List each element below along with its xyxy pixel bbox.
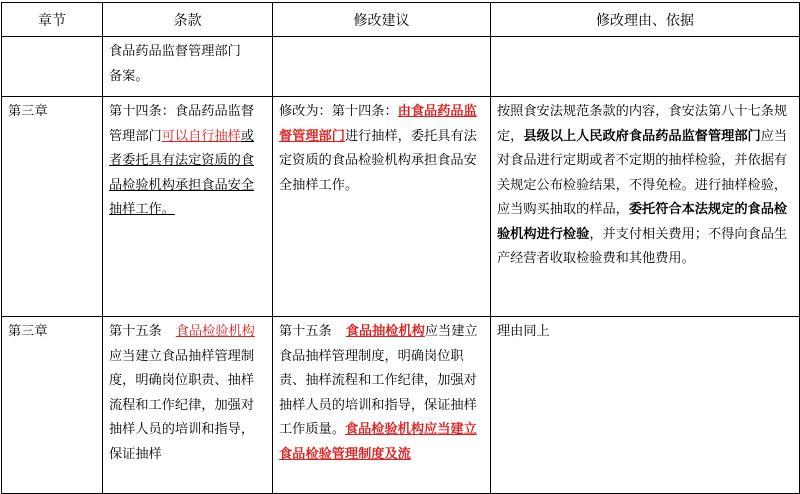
header-clause: 条款 (103, 3, 273, 37)
revision-table (1, 2, 800, 494)
underlined-text: 或者委托具有法定资质的食品检验机构承担食品安全抽样工作。 (109, 128, 255, 217)
chapter-cell: 第三章 (2, 97, 103, 317)
chapter-cell (2, 37, 103, 97)
header-row (2, 3, 800, 37)
header-reason: 修改理由、依据 (491, 3, 800, 37)
clause-cell: 第十四条：食品药品监督管理部门可以自行抽样或者委托具有法定资质的食品检验机构承担食品安全抽样工作。 (103, 97, 273, 317)
highlight-text: 可以自行抽样 (161, 128, 241, 144)
header-chapter: 章节 (2, 3, 103, 37)
clause-text: 食品药品监督管理部门 (109, 44, 241, 59)
suggestion-cell: 修改为：第十四条：由食品药品监督管理部门进行抽样，委托具有法定资质的食品检验机构承担食品安全抽样工作。 (273, 97, 491, 317)
table-row-continued (2, 37, 800, 97)
highlight-text: 食品抽检机构 (345, 324, 425, 339)
reason-cell: 按照食安法规范条款的内容，食安法第八十七条规定，县级以上人民政府食品药品监督管理部门应当对食品进行定期或者不定期的抽样检验，并依据有关规定公布检验结果，不得免检。进行抽样检验，应当购买抽取的样品，委托符合本法规定的食品检验机构进行检验，并支付相关费用；不得向食品生产经营者收取检验费和其他费用。 (491, 97, 800, 317)
reason-cell (491, 37, 800, 97)
reason-cell: 理由同上 (491, 317, 800, 494)
clause-cell (103, 37, 273, 97)
clause-cell: 第十五条 食品检验机构应当建立食品抽样管理制度，明确岗位职责、抽样流程和工作纪律，加强对抽样人员的培训和指导，保证抽样 (103, 317, 273, 494)
highlight-text: 食品检验机构应当建立食品检验管理制度及流 (279, 422, 477, 462)
table-row-article-15 (2, 317, 800, 494)
highlight-text: 由食品药品监督管理部门 (279, 104, 477, 144)
header-suggestion: 修改建议 (273, 3, 491, 37)
highlight-text: 食品检验机构 (175, 324, 255, 339)
bold-text: 委托符合本法规定的食品检验机构进行检验 (497, 202, 788, 242)
chapter-cell: 第三章 (2, 317, 103, 494)
table-row-article-14 (2, 97, 800, 317)
suggestion-cell: 第十五条 食品抽检机构应当建立食品抽样管理制度，明确岗位职责、抽样流程和工作纪律，加强对抽样人员的培训和指导，保证抽样工作质量。食品检验机构应当建立食品检验管理制度及流 (273, 317, 491, 494)
bold-text: 县级以上人民政府食品药品监督管理部门 (523, 128, 761, 144)
clause-text: 备案。 (109, 68, 149, 84)
suggestion-cell (273, 37, 491, 97)
